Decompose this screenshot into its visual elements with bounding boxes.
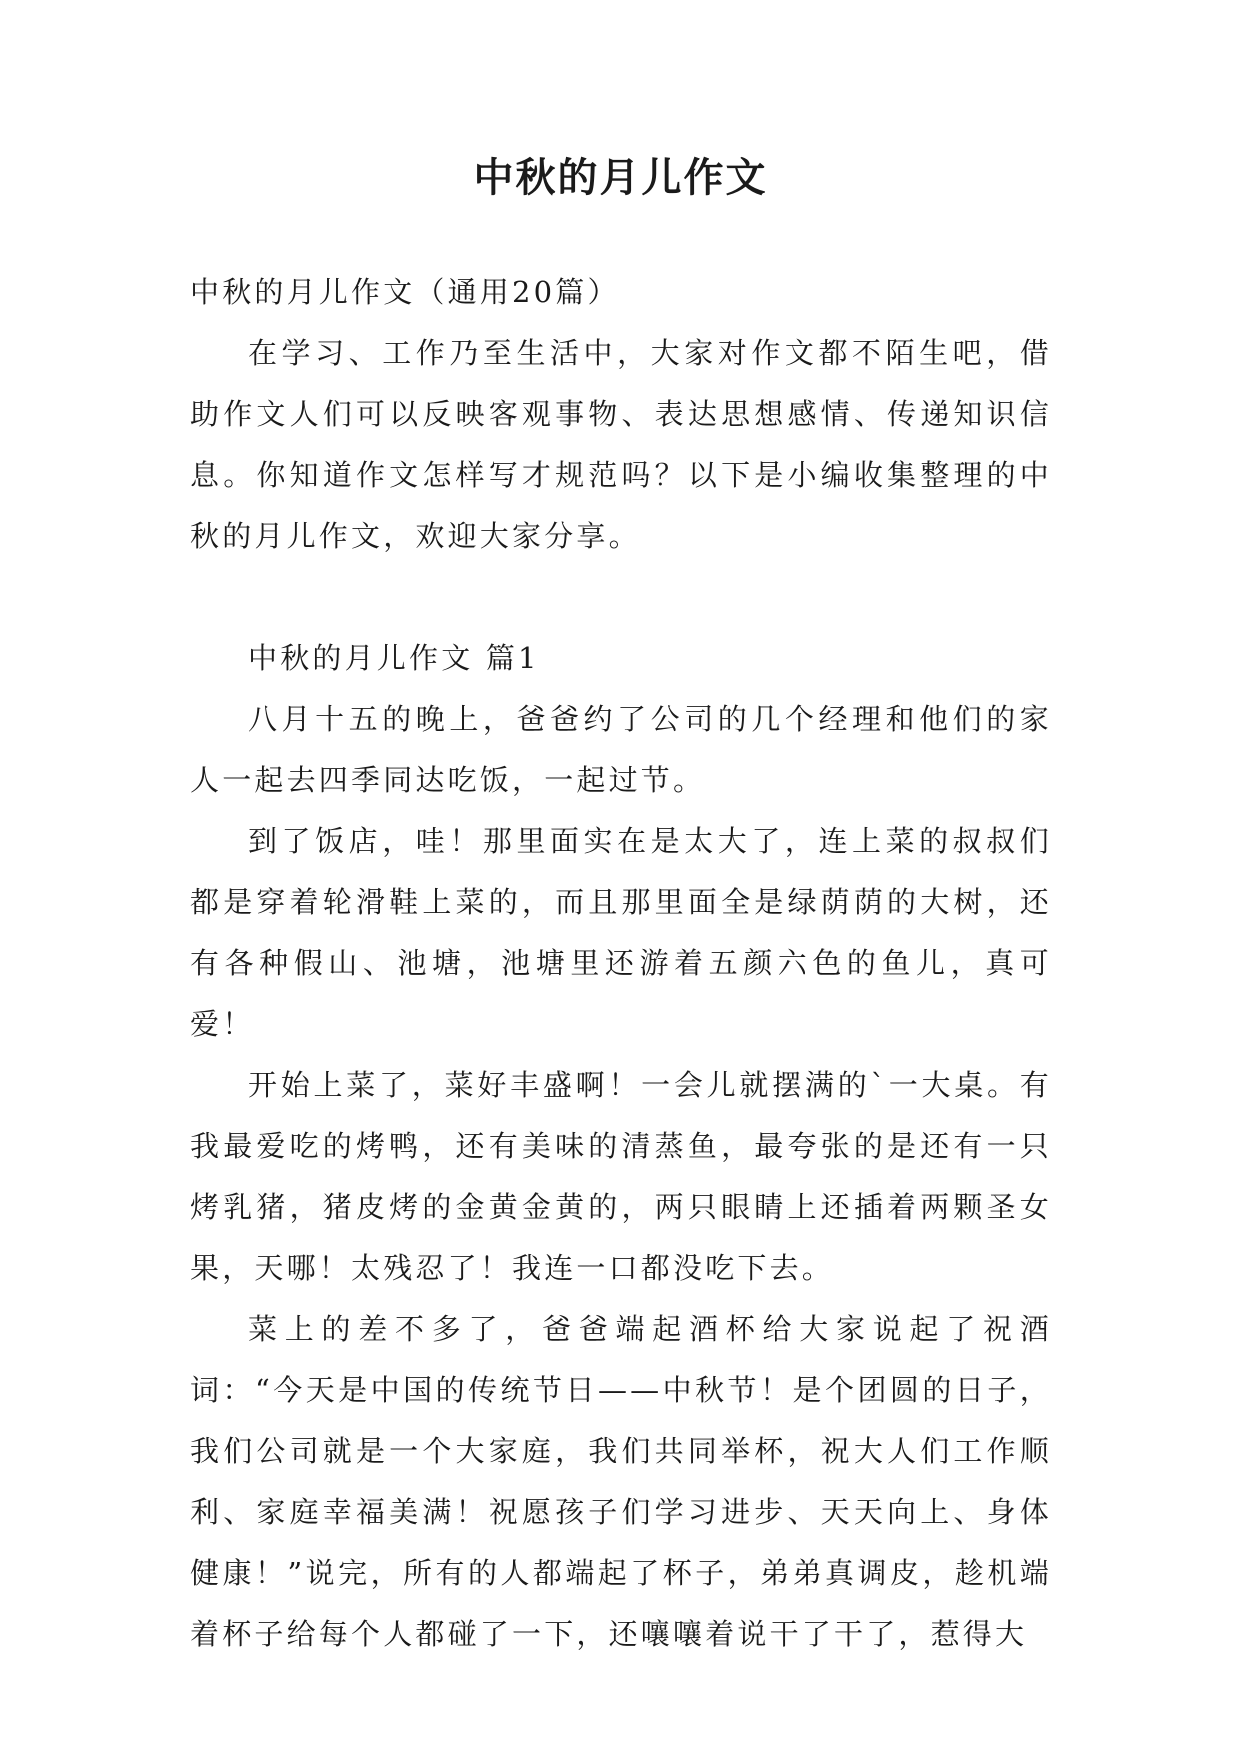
document-subtitle: 中秋的月儿作文（通用20篇） [190,275,620,309]
body-paragraph-4: 菜上的差不多了，爸爸端起酒杯给大家说起了祝酒词：“今天是中国的传统节日——中秋节！是个团圆的日子，我们公司就是一个大家庭，我们共同举杯，祝大人们工作顺利、家庭幸福美满！祝愿孩子们学习进步、天天向上、身体健康！”说完，所有的人都端起了杯子，弟弟真调皮，趁机端着杯子给每个人都碰了一下，还嚷嚷着说干了干了，惹得大 [190,1312,1052,1651]
intro-paragraph: 在学习、工作乃至生活中，大家对作文都不陌生吧，借助作文人们可以反映客观事物、表达思想感情、传递知识信息。你知道作文怎样写才规范吗？以下是小编收集整理的中秋的月儿作文，欢迎大家分享。 [190,336,1052,553]
document-title: 中秋的月儿作文 [473,154,768,201]
body-paragraph-2: 到了饭店，哇！那里面实在是太大了，连上菜的叔叔们都是穿着轮滑鞋上菜的，而且那里面全是绿荫荫的大树，还有各种假山、池塘，池塘里还游着五颜六色的鱼儿，真可爱！ [190,824,1052,1041]
body-paragraph-1: 八月十五的晚上，爸爸约了公司的几个经理和他们的家人一起去四季同达吃饭，一起过节。 [190,702,1052,797]
document-body [190,262,1052,1665]
section-heading: 中秋的月儿作文 篇1 [248,641,540,675]
body-paragraph-3: 开始上菜了，菜好丰盛啊！一会儿就摆满的`一大桌。有我最爱吃的烤鸭，还有美味的清蒸鱼，最夸张的是还有一只烤乳猪，猪皮烤的金黄金黄的，两只眼睛上还插着两颗圣女果，天哪！太残忍了！我连一口都没吃下去。 [190,1068,1052,1285]
